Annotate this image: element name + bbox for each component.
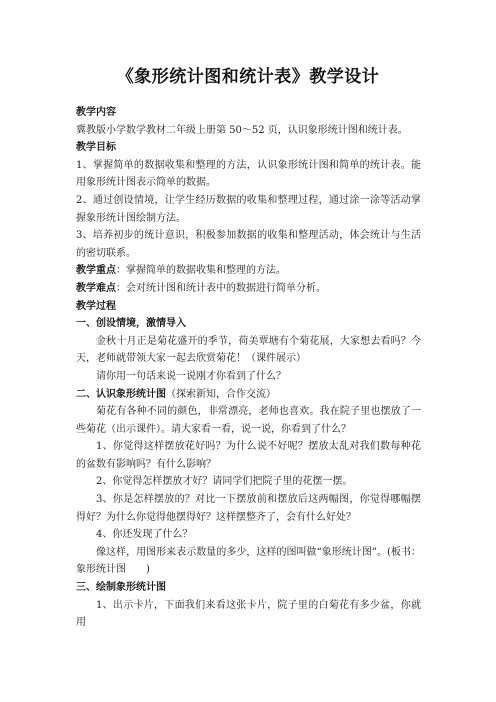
goals-heading: 教学目标: [76, 142, 116, 154]
part2-question-2: 2、你觉得怎样摆放才好？请同学们把院子里的花摆一摆。: [96, 476, 353, 488]
part2-question-4: 4、你还发现了什么？: [96, 529, 193, 541]
key-text: ：掌握简单的数据收集和整理的方法。: [116, 265, 286, 277]
difficulty-label: 教学难点: [76, 282, 116, 294]
part2-heading-line: [76, 386, 421, 404]
part2-paragraph-1: 菊花有各种不同的颜色，非常漂亮，老师也喜欢。我在院子里也摆放了一些菊花（出示课件）。请大家看一看，说一说，你看到了什么？: [76, 406, 421, 435]
difficulty-point: [76, 280, 421, 298]
part2-heading-note: （探索新知，合作交流）: [166, 388, 276, 400]
goal-1: 1、掌握简单的数据收集和整理的方法，认识象形统计图和简单的统计表。能用象形统计图表示简单的数据。: [76, 159, 421, 189]
part1-paragraph-2: 请你用一句话来说一说刚才你看到了什么？: [96, 370, 286, 382]
part3-paragraph-1: 1、出示卡片，下面我们来看这张卡片，院子里的白菊花有多少盆，你就用: [76, 599, 421, 629]
part2-paragraph-2: 像这样，用图形来表示数量的多少，这样的图叫做“象形统计图”。(板书：象形统计图 ): [76, 546, 421, 576]
content-text: 冀教版小学数学教材二年级上册第 50～52 页，认识象形统计图和统计表。: [76, 124, 408, 136]
document-body: [76, 104, 421, 632]
goal-2: 2、通过创设情境，让学生经历数据的收集和整理过程，通过涂一涂等活动掌握象形统计图绘制方法。: [76, 194, 421, 224]
part2-question-1: 1、你觉得这样摆放花好吗？为什么说不好呢？摆放太乱对我们数每种花的盆数有影响吗？有什么影响？: [76, 441, 421, 470]
part2-question-3: 3、你是怎样摆放的？对比一下摆放前和摆放后这两幅图，你觉得哪幅摆得好？为什么你觉得他摆得好？这样摆整齐了，会有什么好处？: [76, 494, 421, 523]
content-heading: 教学内容: [76, 107, 116, 118]
process-heading: 教学过程: [76, 300, 116, 312]
part1-heading: 一、创设情境，激情导入: [76, 318, 186, 330]
document-title: 《象形统计图和统计表》教学设计: [116, 67, 380, 87]
part2-heading: 二、认识象形统计图: [76, 388, 166, 400]
part1-paragraph-1: 金秋十月正是菊花盛开的季节，荷美覃塘有个菊花展，大家想去看吗？今天，老师就带领大家一起去欣赏菊花！（课件展示）: [76, 335, 421, 365]
goal-3: 3、培养初步的统计意识，积极参加数据的收集和整理活动，体会统计与生活的密切联系。: [76, 230, 421, 259]
part3-heading: 三、绘制象形统计图: [76, 582, 166, 594]
difficulty-text: ：会对统计图和统计表中的数据进行简单分析。: [116, 282, 326, 294]
key-label: 教学重点: [76, 265, 116, 277]
key-point: [76, 262, 421, 280]
